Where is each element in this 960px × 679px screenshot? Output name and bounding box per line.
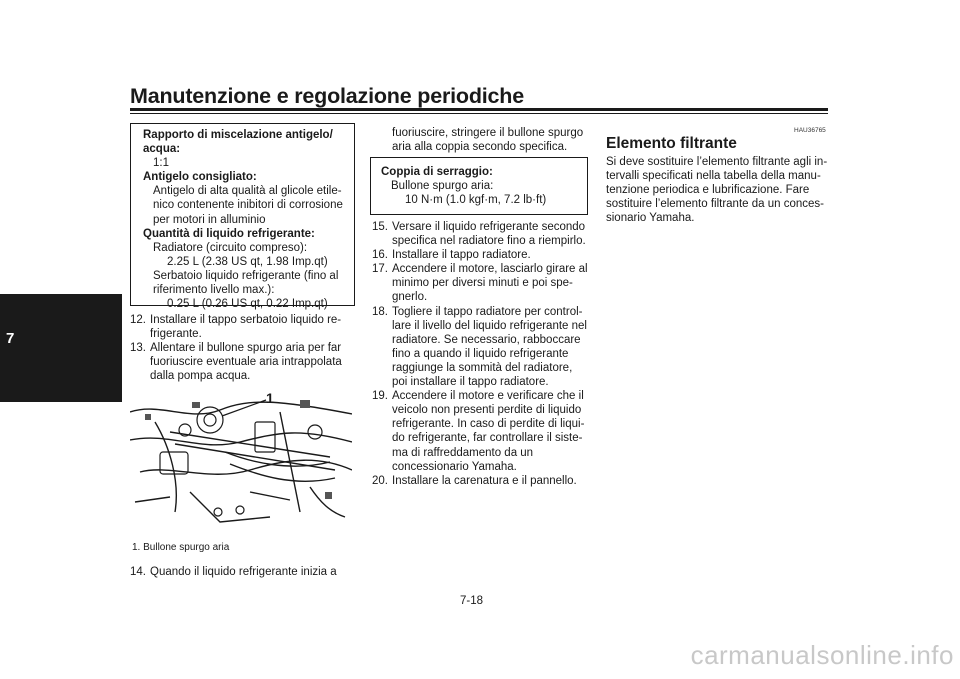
section-heading: Elemento filtrante [606,135,737,152]
step-19 [372,389,588,474]
step-number: 16. [372,249,388,262]
step-text: Installare il tappo serbatoio liquido re- frigerante. [150,314,342,341]
step-15 [372,220,588,248]
torque-spec-box [370,157,588,215]
section-body: Si deve sostituire l’elemento filtrante agli in- tervalli specificati nella tabella della manu- tenzione periodica e lubrificazione. Fare sostituire l’elemento filtrante da un conces- sionario Yamaha. [606,156,828,225]
step-number: 19. [372,390,388,403]
step-12 [130,313,352,341]
step-text: Allentare il bullone spurgo aria per far fuoriuscire eventuale aria intrappolata dalla pompa acqua. [150,342,342,383]
step-13 [130,341,352,383]
step-number: 14. [130,566,146,578]
steps-list-col1 [130,313,352,383]
engine-photo [130,392,352,532]
radiator-value: 2.25 L (2.38 US qt, 1.98 Imp.qt) [167,255,328,268]
torque-label: Coppia di serraggio: [381,166,493,178]
reservoir-label: Serbatoio liquido refrigerante (fino al riferimento livello max.): [153,269,339,297]
page-number: 7-18 [460,595,484,607]
torque-value: 10 N·m (1.0 kgf·m, 7.2 lb·ft) [405,194,547,207]
step-16 [372,248,588,262]
figure-callout-number: 1 [266,390,274,406]
antifreeze-value: Antigelo di alta qualità al glicole etile- nico contenente inibitori di corrosione per motori in alluminio [153,185,343,226]
page-title: Manutenzione e regolazione periodiche [130,84,524,108]
step-number: 18. [372,305,388,318]
step-number: 13. [130,342,146,355]
step-text: Accendere il motore, lasciarlo girare al minimo per diversi minuti e poi spe- gnerlo. [392,263,588,304]
section-code: HAU36765 [794,127,826,134]
reservoir-value: 0.25 L (0.26 US qt, 0.22 Imp.qt) [167,298,328,311]
watermark: carmanualsonline.info [690,640,954,670]
chapter-tab-label: 7 [6,330,15,347]
ratio-value: 1:1 [153,157,169,170]
radiator-label: Radiatore (circuito compreso): [153,241,308,254]
torque-item: Bullone spurgo aria: [391,180,494,193]
step-number: 17. [372,263,388,276]
step-text: Quando il liquido refrigerante inizia a [150,566,337,578]
step-text: Installare il tappo radiatore. [392,249,531,262]
title-rule-thin [130,113,828,114]
chapter-tab [0,294,122,402]
step-number: 20. [372,474,388,487]
ratio-label: Rapporto di miscelazione antigelo/ acqua: [143,129,333,156]
quantity-label: Quantità di liquido refrigerante: [143,227,315,240]
step-text: Togliere il tappo radiatore per control- lare il livello del liquido refrigerante nel radiatore. Se necessario, rabboccare fino a quando il liquido refrigerante raggiunge la sommità del radiatore, poi installare il tappo radiatore. [392,305,587,389]
title-rule-thick [130,108,828,111]
step-18 [372,305,588,390]
step-14-continued: fuoriuscire, stringere il bullone spurgo aria alla coppia secondo specifica. [392,127,584,154]
step-text: Versare il liquido refrigerante secondo specifica nel radiatore fino a riempirlo. [392,221,586,248]
antifreeze-label: Antigelo consigliato: [143,171,257,184]
step-number: 12. [130,314,146,326]
step-text: Accendere il motore e verificare che il veicolo non presenti perdite di liquido refrigerante. In caso di perdite di liqui- do refrigerante, far controllare il siste- ma di raffreddamento da un concessionario Yamaha. [392,390,585,473]
steps-list-col2 [372,220,588,488]
coolant-spec-box [130,123,355,311]
step-14 [130,565,352,579]
step-number: 15. [372,221,388,233]
step-20 [372,474,588,488]
step-17 [372,262,588,304]
figure-caption: 1. Bullone spurgo aria [132,542,230,553]
step-text: Installare la carenatura e il pannello. [392,474,577,487]
